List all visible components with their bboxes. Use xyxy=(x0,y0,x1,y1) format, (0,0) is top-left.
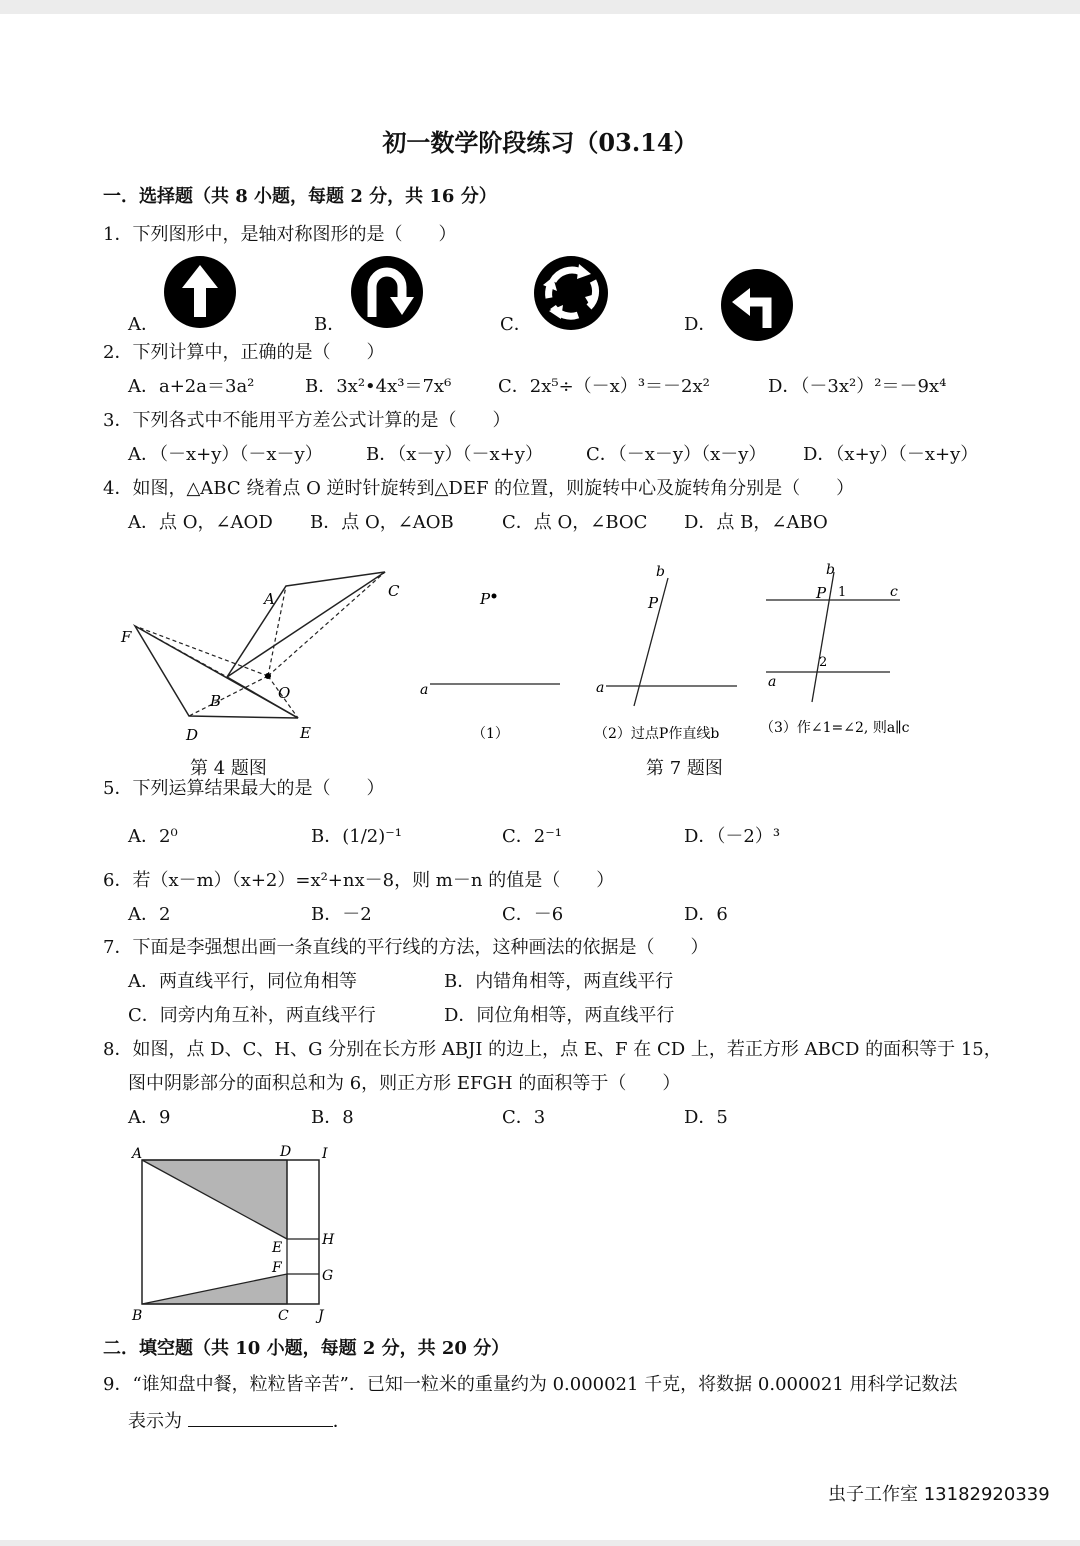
fig8-label-a: A xyxy=(132,1146,143,1162)
q3-option-b: B．（x－y）（－x+y） xyxy=(366,444,543,465)
fig8-label-j: J xyxy=(318,1308,324,1324)
question-4: 4．如图，△ABC 绕着点 O 逆时针旋转到△DEF 的位置，则旋转中心及旋转角分别是（ ） xyxy=(103,478,855,499)
question-3: 3．下列各式中不能用平方差公式计算的是（ ） xyxy=(103,410,511,431)
fig7-p2-label-p: P xyxy=(648,594,659,612)
q6-option-a: A．2 xyxy=(128,904,171,925)
question-2: 2．下列计算中，正确的是（ ） xyxy=(103,342,385,363)
fig7-p3-label-a: a xyxy=(768,674,777,690)
question-9-prefix: 表示为 xyxy=(128,1411,182,1432)
q7-option-a: A．两直线平行，同位角相等 xyxy=(128,971,357,992)
q5-option-a: A．2⁰ xyxy=(128,826,178,847)
period: ． xyxy=(332,1411,351,1432)
fig7-caption-2: （2）过点P作直线b xyxy=(594,726,720,742)
q3-option-a: A．（－x+y）（－x－y） xyxy=(128,444,323,465)
fig7-caption-1: （1） xyxy=(472,726,509,742)
fig4-label-o: O xyxy=(278,684,291,702)
fig4-label-c: C xyxy=(388,582,400,600)
q4-option-c: C．点 O，∠BOC xyxy=(502,512,648,533)
q2-option-c: C．2x⁵÷（－x）³＝－2x² xyxy=(498,376,710,397)
q4-option-d: D．点 B，∠ABO xyxy=(684,512,828,533)
fig7-p1-label-p: P xyxy=(480,590,491,608)
q7-option-d: D．同位角相等，两直线平行 xyxy=(444,1005,675,1026)
fig7-p2-label-b: b xyxy=(656,564,665,580)
answer-blank[interactable] xyxy=(188,1408,333,1427)
q4-option-b: B．点 O，∠AOB xyxy=(310,512,454,533)
section-2-heading: 二．填空题（共 10 小题，每题 2 分，共 20 分） xyxy=(103,1338,510,1359)
q2-option-b: B．3x²•4x³＝7x⁶ xyxy=(305,376,452,397)
fig8-label-h: H xyxy=(322,1232,335,1248)
q8-option-c: C．3 xyxy=(502,1107,546,1128)
q5-option-b: B．(1/2)⁻¹ xyxy=(311,826,402,847)
fig7-caption: 第 7 题图 xyxy=(646,758,723,779)
fig7-p3-label-c: c xyxy=(890,584,898,600)
q8-option-a: A．9 xyxy=(128,1107,171,1128)
fig4-caption: 第 4 题图 xyxy=(190,758,267,779)
fig8-label-c: C xyxy=(278,1308,289,1324)
fig7-caption-3: （3）作∠1=∠2, 则a∥c xyxy=(760,720,910,736)
roundabout-sign-icon xyxy=(533,255,609,331)
question-9-line2 xyxy=(128,1408,351,1433)
q2-option-a: A．a+2a＝3a² xyxy=(128,376,255,397)
figure-q8 xyxy=(124,1142,344,1328)
q1-option-c-label: C． xyxy=(500,314,532,335)
fig4-label-a: A xyxy=(264,590,275,608)
section-1-heading: 一．选择题（共 8 小题，每题 2 分，共 16 分） xyxy=(103,186,497,207)
question-5: 5．下列运算结果最大的是（ ） xyxy=(103,778,385,799)
q2-option-d: D．（－3x²）²＝－9x⁴ xyxy=(768,376,947,397)
fig4-label-b: B xyxy=(210,692,222,710)
question-8-line1: 8．如图，点 D、C、H、G 分别在长方形 ABJI 的边上，点 E、F 在 CD 上，若正方形 ABCD 的面积等于 15， xyxy=(103,1039,1002,1060)
shaded-triangle-bottom xyxy=(142,1274,287,1304)
q1-option-d-label: D． xyxy=(684,314,717,335)
fig8-label-d: D xyxy=(280,1144,292,1160)
watermark: 虫子工作室 13182920339 xyxy=(828,1484,1050,1505)
fig7-p1-label-a: a xyxy=(420,682,429,698)
figure-q7 xyxy=(410,558,930,753)
fig8-label-i: I xyxy=(322,1146,328,1162)
q5-option-c: C．2⁻¹ xyxy=(502,826,562,847)
q5-option-d: D．（－2）³ xyxy=(684,826,781,847)
fig4-label-f: F xyxy=(121,628,132,646)
q3-option-c: C．（－x－y）（x－y） xyxy=(586,444,767,465)
q6-option-c: C．－6 xyxy=(502,904,564,925)
triangle-abc xyxy=(227,572,385,677)
q6-option-d: D．6 xyxy=(684,904,728,925)
fig8-label-e: E xyxy=(272,1240,283,1256)
u-turn-sign-icon xyxy=(350,255,424,329)
q6-option-b: B．－2 xyxy=(311,904,372,925)
fig7-p3-label-p: P xyxy=(816,584,827,602)
q4-option-a: A．点 O，∠AOD xyxy=(128,512,273,533)
fig8-label-b: B xyxy=(132,1308,143,1324)
left-turn-sign-icon xyxy=(720,268,794,342)
q7-option-c: C．同旁内角互补，两直线平行 xyxy=(128,1005,376,1026)
q8-option-b: B．8 xyxy=(311,1107,354,1128)
q3-option-d: D．（x+y）（－x+y） xyxy=(803,444,979,465)
question-7: 7．下面是李强想出画一条直线的平行线的方法，这种画法的依据是（ ） xyxy=(103,937,709,958)
fig7-p2-label-a: a xyxy=(596,680,605,696)
fig4-label-e: E xyxy=(300,724,311,740)
q1-option-b-label: B． xyxy=(314,314,346,335)
q8-option-d: D．5 xyxy=(684,1107,728,1128)
page-title: 初一数学阶段练习（03.14） xyxy=(382,128,698,157)
fig8-label-g: G xyxy=(322,1268,334,1284)
up-arrow-sign-icon xyxy=(163,255,237,329)
exam-page xyxy=(0,14,1080,1540)
fig7-p3-label-b: b xyxy=(826,562,835,578)
question-1: 1．下列图形中，是轴对称图形的是（ ） xyxy=(103,224,457,245)
question-6: 6．若（x－m）（x+2）=x²+nx－8，则 m－n 的值是（ ） xyxy=(103,870,615,891)
q7-option-b: B．内错角相等，两直线平行 xyxy=(444,971,674,992)
question-8-line2: 图中阴影部分的面积总和为 6，则正方形 EFGH 的面积等于（ ） xyxy=(128,1073,681,1094)
figure-q4 xyxy=(110,560,410,740)
fig8-label-f: F xyxy=(272,1260,282,1276)
fig7-p3-label-1: 1 xyxy=(838,585,847,600)
fig7-p3-label-2: 2 xyxy=(819,655,828,670)
shaded-triangle-top xyxy=(142,1160,287,1239)
q1-option-a-label: A． xyxy=(128,314,159,335)
fig4-label-d: D xyxy=(186,726,199,740)
question-9-line1: 9．“谁知盘中餐，粒粒皆辛苦”．已知一粒米的重量约为 0.000021 千克，将数据 0.000021 用科学记数法 xyxy=(103,1374,958,1395)
